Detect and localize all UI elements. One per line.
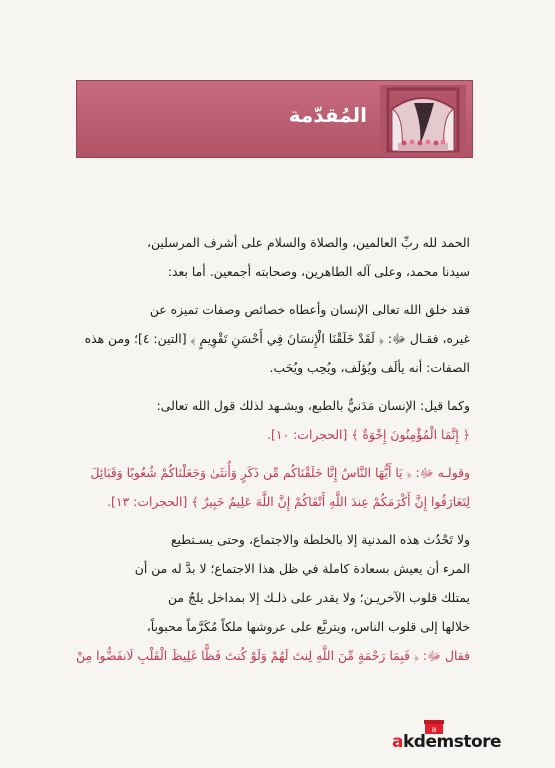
chapter-header-band [76, 80, 473, 158]
window-curtain-icon [380, 85, 466, 155]
text-line: خلالها إلى قلوب الناس، ويتربَّع على عروشها ملكاً مُكَرَّماً محبوباً، [146, 619, 470, 634]
logo-wordmark: akdemstore [392, 732, 502, 752]
paragraph-intro [70, 228, 470, 286]
text-line: سيدنا محمد، وعلى آله الطاهرين، وصحابته أجمعين. أما بعد: [167, 264, 470, 279]
text-line: الصفات: أنه يألَف ويُؤلَف، ويُحِب ويُحَب. [269, 360, 470, 375]
verse-line: لِتَعَارَفُوا إِنَّ أَكْرَمَكُمْ عِندَ اللَّهِ أَتْقَاكُمْ إِنَّ اللَّهَ عَلِيمٌ خَبِيرٌ ﴾ [الحجرات: ١٣]. [107, 494, 470, 509]
svg-text:a: a [431, 725, 437, 734]
text-line: الحمد لله ربِّ العالمين، والصلاة والسلام على أشرف المرسلين، [147, 235, 470, 250]
main-text [70, 228, 470, 679]
verse-line: فقال ﷻ: ﴿ فَبِمَا رَحْمَةٍ مِّنَ اللَّهِ لِنتَ لَهُمْ وَلَوْ كُنتَ فَظًّا غَلِيظَ الْقَلْبِ لَانفَضُّوا مِنْ [76, 648, 470, 663]
text-line: فقد خلق الله تعالى الإنسان وأعطاه خصائص وصفات تميزه عن [149, 302, 470, 317]
akdemstore-logo [392, 718, 502, 758]
chapter-title: المُقدّمة [288, 103, 367, 127]
paragraph-society [70, 525, 470, 670]
text-line-with-verse: غيره، فقـال ﷻ: ﴿ لَقَدْ خَلَقْنَا الْإِنسَانَ فِي أَحْسَنِ تَقْوِيمٍ ﴾ [التين: ٤]؛ ومن هذه [84, 331, 470, 346]
verse-line: وقولـه ﷻ: ﴿ يَا أَيُّهَا النَّاسُ إِنَّا خَلَقْنَاكُم مِّن ذَكَرٍ وَأُنثَىٰ وَجَعَلْنَاكُمْ شُعُوبًا وَقَبَائِلَ [90, 465, 470, 480]
text-line: ولا تَحْدُث هذه المدنية إلا بالخلطة والاجتماع، وحتى يسـتطيع [170, 532, 470, 547]
text-line: يمتلك قلوب الآخريـن؛ ولا يقدر على ذلـك إلا بمداخل يلجُ من [168, 590, 470, 605]
paragraph-civic [70, 391, 470, 449]
verse-line: ﴿ إِنَّمَا الْمُؤْمِنُونَ إِخْوَةٌ ﴾ [الحجرات: ١٠]. [267, 427, 470, 442]
text-line: المرء أن يعيش بسعادة كاملة في ظل هذا الاجتماع؛ لا بدَّ له من أن [134, 561, 470, 576]
paragraph-creation [70, 295, 470, 382]
text-line: وكما قيل: الإنسان مَدَنيٌّ بالطبع، ويشـهد لذلك قول الله تعالى: [156, 398, 470, 413]
paragraph-verse-hujurat [70, 458, 470, 516]
